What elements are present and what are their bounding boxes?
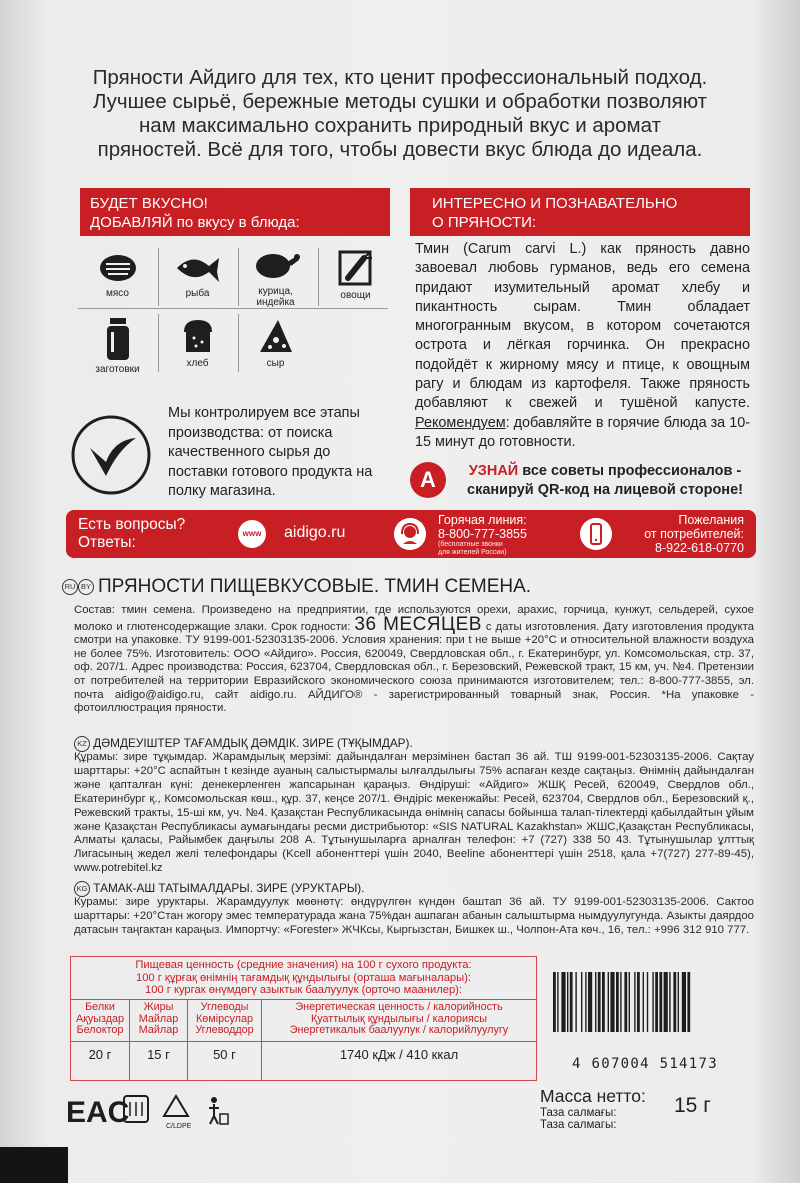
qr-hint-red: УЗНАЙ (468, 463, 519, 479)
barcode-bar (669, 972, 670, 1032)
quality-control-text: Мы контролируем все этапы производства: от поиска качественного сырья до поставки готового продукта на полку магазина. (168, 405, 373, 499)
nutrition-value-energy: 1740 кДж / 410 ккал (261, 1042, 536, 1080)
barcode-bar (585, 972, 586, 1032)
hotline (438, 513, 527, 557)
ru-title-text: ПРЯНОСТИ ПИЩЕВКУСОВЫЕ. ТМИН СЕМЕНА. (98, 576, 532, 597)
cumin-info-text (415, 240, 750, 452)
net-weight-label-kz: Таза салмағы: (540, 1107, 617, 1119)
nutrition-label-fat: Жиры Майлар Майлар (129, 1000, 187, 1041)
barcode-number: 4 607004 514173 (572, 1056, 718, 1072)
barcode-bar (570, 972, 573, 1032)
usage-item-label: заготовки (95, 364, 140, 375)
ru-badge: RU (62, 579, 78, 595)
ru-text-part2: с даты изготовления. Дату изготовления продукта смотри на упаковке. ТУ 9199-001-52303135-2006. Условия хранения: при t не выше +20°С и относительной влажности воздуха не более 75%. Изготовитель: ООО «Айдиго». Россия, 620049, Свердловская обл., г. Екатеринбург, ул. Комсомольская, стр. 37, оф. 207/1. Адрес производства: Россия, 623704, Свердловская обл., г. Березовский, Режевской тракт, 15 км, уч. №4. Претензии от потребителей на территории Евразийского экономического союза принимаются изготовителем; тел.: 8-800-777-3855, эл. почта aidigo@aidigo.ru, сайт aidigo.ru. АЙДИГО® - зарегистрированный товарный знак, Россия. *На упаковке - фотоиллюстрация пряности. (74, 620, 755, 715)
net-weight-label: Масса нетто: (540, 1086, 646, 1106)
hotline-note-line2: для жителей России) (438, 549, 507, 556)
barcode-bar (637, 972, 640, 1032)
contact-bar (66, 510, 756, 558)
nutrition-header (71, 957, 536, 997)
info-header-line1: ИНТЕРЕСНО И ПОЗНАВАТЕЛЬНО (432, 195, 678, 212)
usage-header-line1: БУДЕТ ВКУСНО! (90, 195, 208, 212)
barcode-bar (659, 972, 662, 1032)
usage-item-cheese (238, 312, 313, 382)
kz-title (74, 736, 413, 752)
barcode-bar (652, 972, 653, 1032)
usage-item-label: рыба (185, 288, 210, 299)
barcode-bar (678, 972, 679, 1032)
kg-title-text: ТАМАК-АШ ТАТЫМАЛДАРЫ. ЗИРЕ (УРУКТАРЫ). (93, 881, 365, 896)
usage-item-label: мясо (106, 288, 129, 299)
barcode-bar (629, 972, 630, 1032)
usage-item-meat (80, 244, 155, 314)
recommend-label: Рекомендуем (415, 414, 506, 431)
ru-title (62, 576, 531, 598)
barcode-bar (557, 972, 558, 1032)
usage-item-bread (160, 312, 235, 382)
net-weight-value: 15 г (674, 1094, 711, 1117)
barcode-bar (664, 972, 668, 1032)
barcode-bar (682, 972, 686, 1032)
eac-icon: EAC (66, 1096, 130, 1129)
barcode-icon (545, 972, 745, 1032)
shelf-life: 36 МЕСЯЦЕВ (354, 613, 482, 635)
feedback-line1: Пожелания (678, 513, 744, 527)
barcode-bar (643, 972, 644, 1032)
aidigo-logo-icon: A (410, 462, 446, 498)
kz-composition-text: Құрамы: зире тұқымдар. Жарамдылық мерзімі: дайындалған мерзімінен бастап 36 ай. ТШ 9199-001-52303135-2006. Сақтау шарттары: +20°С аспайтын t кезінде ауаның салыстырмалы ылғалдылығы 75% аспаған кезде сақтаңыз. Өнімнің дайындалған және қапталған күні: денекерленген жапсарынан қараңыз. Өндіруші: «Айдиго» ЖШҚ Ресей, 620049, Свердлов обл., Екатеринбург қ., Комсомольская көш., құр. 37, кеңсе 207/1. Өндіріс мекенжайы: Ресей, 623704, Свердлов обл., Березовский қ., Режевский тракты, 15-ші км, уч. №4. Қазақстан Республикасында өнімнің сапасы бойынша талап-тілектерді қабылдайтын ұйым және Қазақстан Республикасы аумағындағы ресми дистрибьютор: «SIS NATURAL Kazakhstan» ЖШС,Қазақстан Республикасы, Алматы қаласы, Райымбек даңғылы 208 А. Тұтынушыларға арналған телефон: +7 (727) 338 50 43. Тұтынушылар ұлттық Лигасының жедел желі телефондары (Kcell абоненттері үшін 2040, Beeline абоненттері үшін 2518, қала +7(727) 277-89-45), www.potrebitel.kz (74, 751, 754, 875)
nutrition-value-protein: 20 г (88, 1047, 112, 1062)
hotline-phone[interactable]: 8-800-777-3855 (438, 527, 527, 541)
headset-icon (394, 518, 426, 550)
questions-label (78, 516, 185, 552)
net-weight-label-kg: Таза салмагы: (540, 1119, 617, 1131)
ru-text-part1: Состав: тмин семена. Произведено на предприятии, где используются орехи, арахис, горчица, кунжут, сельдерей, сухое молоко и глютенсодержащие злаки. Срок годности: (74, 604, 754, 633)
seal-corner (0, 1147, 68, 1183)
usage-item-label: овощи (340, 290, 371, 301)
hotline-note-line1: (бесплатные звонки (438, 541, 503, 548)
fish-icon (173, 248, 223, 286)
feedback-phone[interactable]: 8-922-618-0770 (655, 541, 744, 555)
barcode-bar (673, 972, 676, 1032)
barcode-bar (602, 972, 605, 1032)
usage-header (80, 188, 390, 236)
kg-composition-text: Курамы: зире уруктары. Жарамдуулук мөөнөтү: өндүрүлгөн күндөн баштап 36 ай. ТУ 9199-001-52303135-2006. Сактоо шарттары: +20°Стан жогору эмес температурада жана 75%дан ашпаган абанын салыштырма нымдуулугунда. Азыкты даярдоо датасын таңгактан караңыз. Импортчу: «Forester» ЖЧКсы, Кыргызстан, Бишкек ш., Чолпон-Ата көч., 16, тел.: +996 312 910 777. (74, 896, 754, 936)
barcode-bar (647, 972, 648, 1032)
recommend-text: : добавляйте в горячие блюда за 10-15 минут до готовности. (415, 414, 750, 450)
www-icon: www (238, 520, 266, 548)
usage-item-preserves (80, 312, 155, 382)
hotline-label: Горячая линия: (438, 513, 527, 527)
chicken-icon (251, 248, 301, 284)
barcode-bar (588, 972, 592, 1032)
barcode-bar (655, 972, 658, 1032)
by-badge: BY (78, 579, 94, 595)
usage-item-label: хлеб (186, 358, 209, 369)
cheese-icon (256, 316, 296, 356)
nutrition-label-energy: Энергетическая ценность / калорийность Қуаттылық құндылығы / калориясы Энергетикалык баалуулук / калорийлуулугу (261, 1000, 536, 1041)
barcode-bar (598, 972, 601, 1032)
kg-badge: KG (74, 881, 90, 897)
barcode-bar (616, 972, 619, 1032)
barcode-bar (624, 972, 627, 1032)
nutrition-header-kz: 100 г құрғақ өнімнің тағамдық құндылығы (орташа мағыналары): (135, 971, 472, 984)
steak-icon (96, 248, 140, 286)
questions-line1: Есть вопросы? (78, 516, 186, 533)
recycling-icon (164, 1096, 188, 1116)
qr-hint-text (450, 462, 760, 500)
ldpe-label: C/LDPE (166, 1123, 192, 1130)
ru-composition-text (74, 604, 754, 716)
nutrition-table (70, 956, 537, 1081)
dispose-icon (209, 1097, 228, 1124)
barcode-bar (687, 972, 690, 1032)
feedback-line2: от потребителей: (644, 527, 744, 541)
questions-line2: Ответы: (78, 534, 136, 551)
phone-icon (580, 518, 612, 550)
barcode-bar (608, 972, 609, 1032)
nutrition-label-protein: Белки Ақуыздар Белоктор (75, 1001, 125, 1036)
usage-item-poultry (238, 244, 313, 314)
cumin-description: Тмин (Carum carvi L.) как пряность давно завоевал любовь гурманов, ведь его семена придают изумительный аромат хлебу и пикантность сырам. Тмин обладает многогранным вкусом, в котором сочетаются острота и лёгкая горчинка. Он прекрасно подойдёт к жирному мясу и птице, к овощным рагу и блюдам из картофеля. Также пряность добавляют к свежей и тушёной капусте. (415, 241, 750, 412)
barcode-bar (581, 972, 582, 1032)
barcode-bar (610, 972, 614, 1032)
nutrition-header-ru: Пищевая ценность (средние значения) на 100 г сухого продукта: (135, 959, 472, 971)
intro-text: Пряности Айдиго для тех, кто ценит профессиональный подход. Лучшее сырьё, бережные методы сушки и обработки позволяют нам максимально сохранить природный вкус и аромат пряностей. Всё для того, чтобы довести вкус блюда до идеала. (92, 66, 708, 161)
usage-item-label: сыр (266, 358, 285, 369)
barcode-bar (567, 972, 568, 1032)
nutrition-labels-row (71, 999, 536, 1041)
kz-badge: KZ (74, 736, 90, 752)
barcode-bar (575, 972, 576, 1032)
barcode-bar (634, 972, 635, 1032)
feedback-contact (622, 513, 744, 555)
barcode-bar (561, 972, 565, 1032)
jar-icon (103, 316, 133, 362)
qr-hint-line2: сканируй QR-код на лицевой стороне! (467, 482, 743, 498)
kz-title-text: ДӘМДЕУІШТЕР ТАҒАМДЫҚ ДӘМДІК. ЗИРЕ (ТҰҚЫМДАР). (93, 736, 413, 751)
website-link[interactable]: aidigo.ru (284, 524, 346, 541)
nutrition-value-fat: 15 г (129, 1042, 187, 1080)
barcode-bar (553, 972, 556, 1032)
kg-title (74, 881, 364, 897)
qr-hint (410, 462, 755, 502)
info-header (410, 188, 750, 236)
usage-item-vegetables (318, 244, 393, 314)
quality-leaf-icon (66, 410, 156, 500)
qr-hint-line1: все советы профессионалов - (518, 463, 742, 479)
usage-item-fish (160, 244, 235, 314)
info-header-line2: О ПРЯНОСТИ: (432, 214, 537, 231)
nutrition-values-row (71, 1041, 536, 1080)
nutrition-header-kg: 100 г кургак өнүмдөгү азыктык баалуулук (орточо маанилер): (144, 984, 463, 996)
bread-icon (178, 316, 218, 356)
barcode-bar (595, 972, 596, 1032)
nutrition-label-carbs: Углеводы Көмірсулар Углеводдор (187, 1000, 261, 1041)
nutrition-value-carbs: 50 г (187, 1042, 261, 1080)
usage-header-line2: ДОБАВЛЯЙ по вкусу в блюда: (90, 214, 300, 231)
barcode-bar (620, 972, 621, 1032)
usage-item-label: курица, индейка (256, 286, 295, 308)
vegetables-icon (334, 248, 378, 288)
certification-icons (66, 1090, 266, 1130)
